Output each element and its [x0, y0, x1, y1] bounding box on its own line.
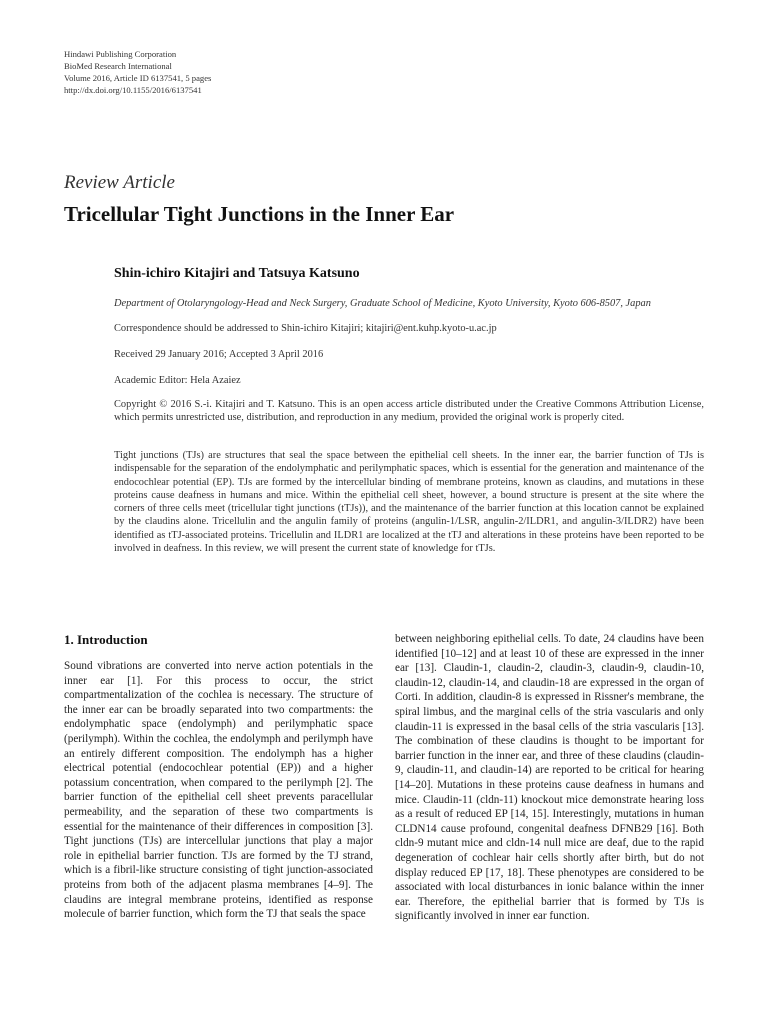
affiliation: Department of Otolaryngology-Head and Neck Surgery, Graduate School of Medicine, Kyoto University, Kyoto 606-8507, Japan	[114, 298, 651, 309]
article-type: Review Article	[64, 172, 175, 193]
introduction-paragraph-continued: between neighboring epithelial cells. To date, 24 claudins have been identified [10–12] and at least 10 of these are expressed in the inner ear [13]. Claudin-1, claudin-2, claudin-3, claudin-9, claudin-10, claudin-12, claudin-14, and claudin-18 are expressed in the organ of Corti. In addition, claudin-8 is expressed in Rissner's membrane, the spiral limbus, and the marginal cells of the stria vascularis and only claudin-11 is expressed in the basal cells of the stria vascularis [13]. The combination of these claudins is thought to be important for barrier function in the inner ear, and three of these claudins (claudin-9, claudin-11, and claudin-14) are reported to be critical for hearing [14–20]. Mutations in these proteins cause deafness in humans and mice. Claudin-11 (cldn-11) knockout mice demonstrate hearing loss as a result of reduced EP [14, 15]. Interestingly, mutations in human CLDN14 cause profound, congenital deafness DFNB29 [16]. Both cldn-9 mutant mice and cldn-14 null mice are deaf, due to the rapid degeneration of cochlear hair cells shortly after birth, but do not display reduced EP [17, 18]. These phenotypes are considered to be associated with local disturbances in ionic balance within the inner ear. Therefore, the epithelial barrier that is formed by TJs is significantly involved in inner ear function.	[395, 633, 704, 923]
body-column-right	[395, 632, 704, 924]
body-column-left	[64, 632, 373, 922]
journal-name: BioMed Research International	[64, 61, 172, 71]
journal-header	[64, 48, 211, 96]
section-heading-introduction: 1. Introduction	[64, 632, 148, 647]
volume-info: Volume 2016, Article ID 6137541, 5 pages	[64, 73, 212, 83]
received-accepted-dates: Received 29 January 2016; Accepted 3 April 2016	[114, 349, 324, 360]
publisher-name: Hindawi Publishing Corporation	[64, 49, 177, 59]
abstract: Tight junctions (TJs) are structures that seal the space between the epithelial cell sheets. In the inner ear, the barrier function of TJs is indispensable for the separation of the endolymphatic and perilymphatic spaces, which is essential for the generation and maintenance of the endocochlear potential (EP). TJs are formed by the intercellular binding of membrane proteins, known as claudins, and mutations in these proteins cause deafness in humans and mice. Within the epithelial cell sheet, however, a bound structure is present at the site where the corners of three cells meet (tricellular tight junctions (tTJs)), and the maintenance of the barrier function at this location cannot be explained by the claudins alone. Tricellulin and the angulin family of proteins (angulin-1/LSR, angulin-2/ILDR1, and angulin-3/ILDR2) have been identified as tTJ-associated proteins. Tricellulin and ILDR1 are localized at the tTJ and alterations in these proteins have been reported to be involved in deafness. In this review, we will present the current state of knowledge for tTJs.	[114, 450, 704, 555]
author-list: Shin-ichiro Kitajiri and Tatsuya Katsuno	[114, 266, 360, 281]
article-title: Tricellular Tight Junctions in the Inner Ear	[64, 202, 455, 226]
correspondence: Correspondence should be addressed to Shin-ichiro Kitajiri; kitajiri@ent.kuhp.kyoto-u.ac.jp	[114, 323, 497, 334]
copyright-notice: Copyright © 2016 S.-i. Kitajiri and T. Katsuno. This is an open access article distributed under the Creative Commons Attribution License, which permits unrestricted use, distribution, and reproduction in any medium, provided the original work is properly cited.	[114, 399, 704, 424]
academic-editor: Academic Editor: Hela Azaiez	[114, 375, 241, 386]
introduction-paragraph: Sound vibrations are converted into nerve action potentials in the inner ear [1]. For this process to occur, the strict compartmentalization of the cochlea is necessary. The structure of the inner ear can be broadly separated into two compartments: the endolymphatic space (endolymph) and perilymphatic space (perilymph). Within the cochlea, the endolymph and perilymph have an entirely different composition. The endolymph has a higher electrical potential (endocochlear potential (EP)) and a higher potassium concentration, when compared to the perilymph [2]. The barrier function of the epithelial cell sheet prevents paracellular permeability, and the separation of these two compartments is essential for the maintenance of their differences in composition [3]. Tight junctions (TJs) are intercellular junctions that play a major role in epithelial barrier function. TJs are formed by the TJ strand, which is a fibril-like structure consisting of tight junction-associated proteins from both of the adjacent plasma membranes [4–9]. The claudins are integral membrane proteins, identified as response molecule of barrier function, which form the TJ that seals the space	[64, 660, 373, 921]
doi-link[interactable]: http://dx.doi.org/10.1155/2016/6137541	[64, 85, 202, 95]
